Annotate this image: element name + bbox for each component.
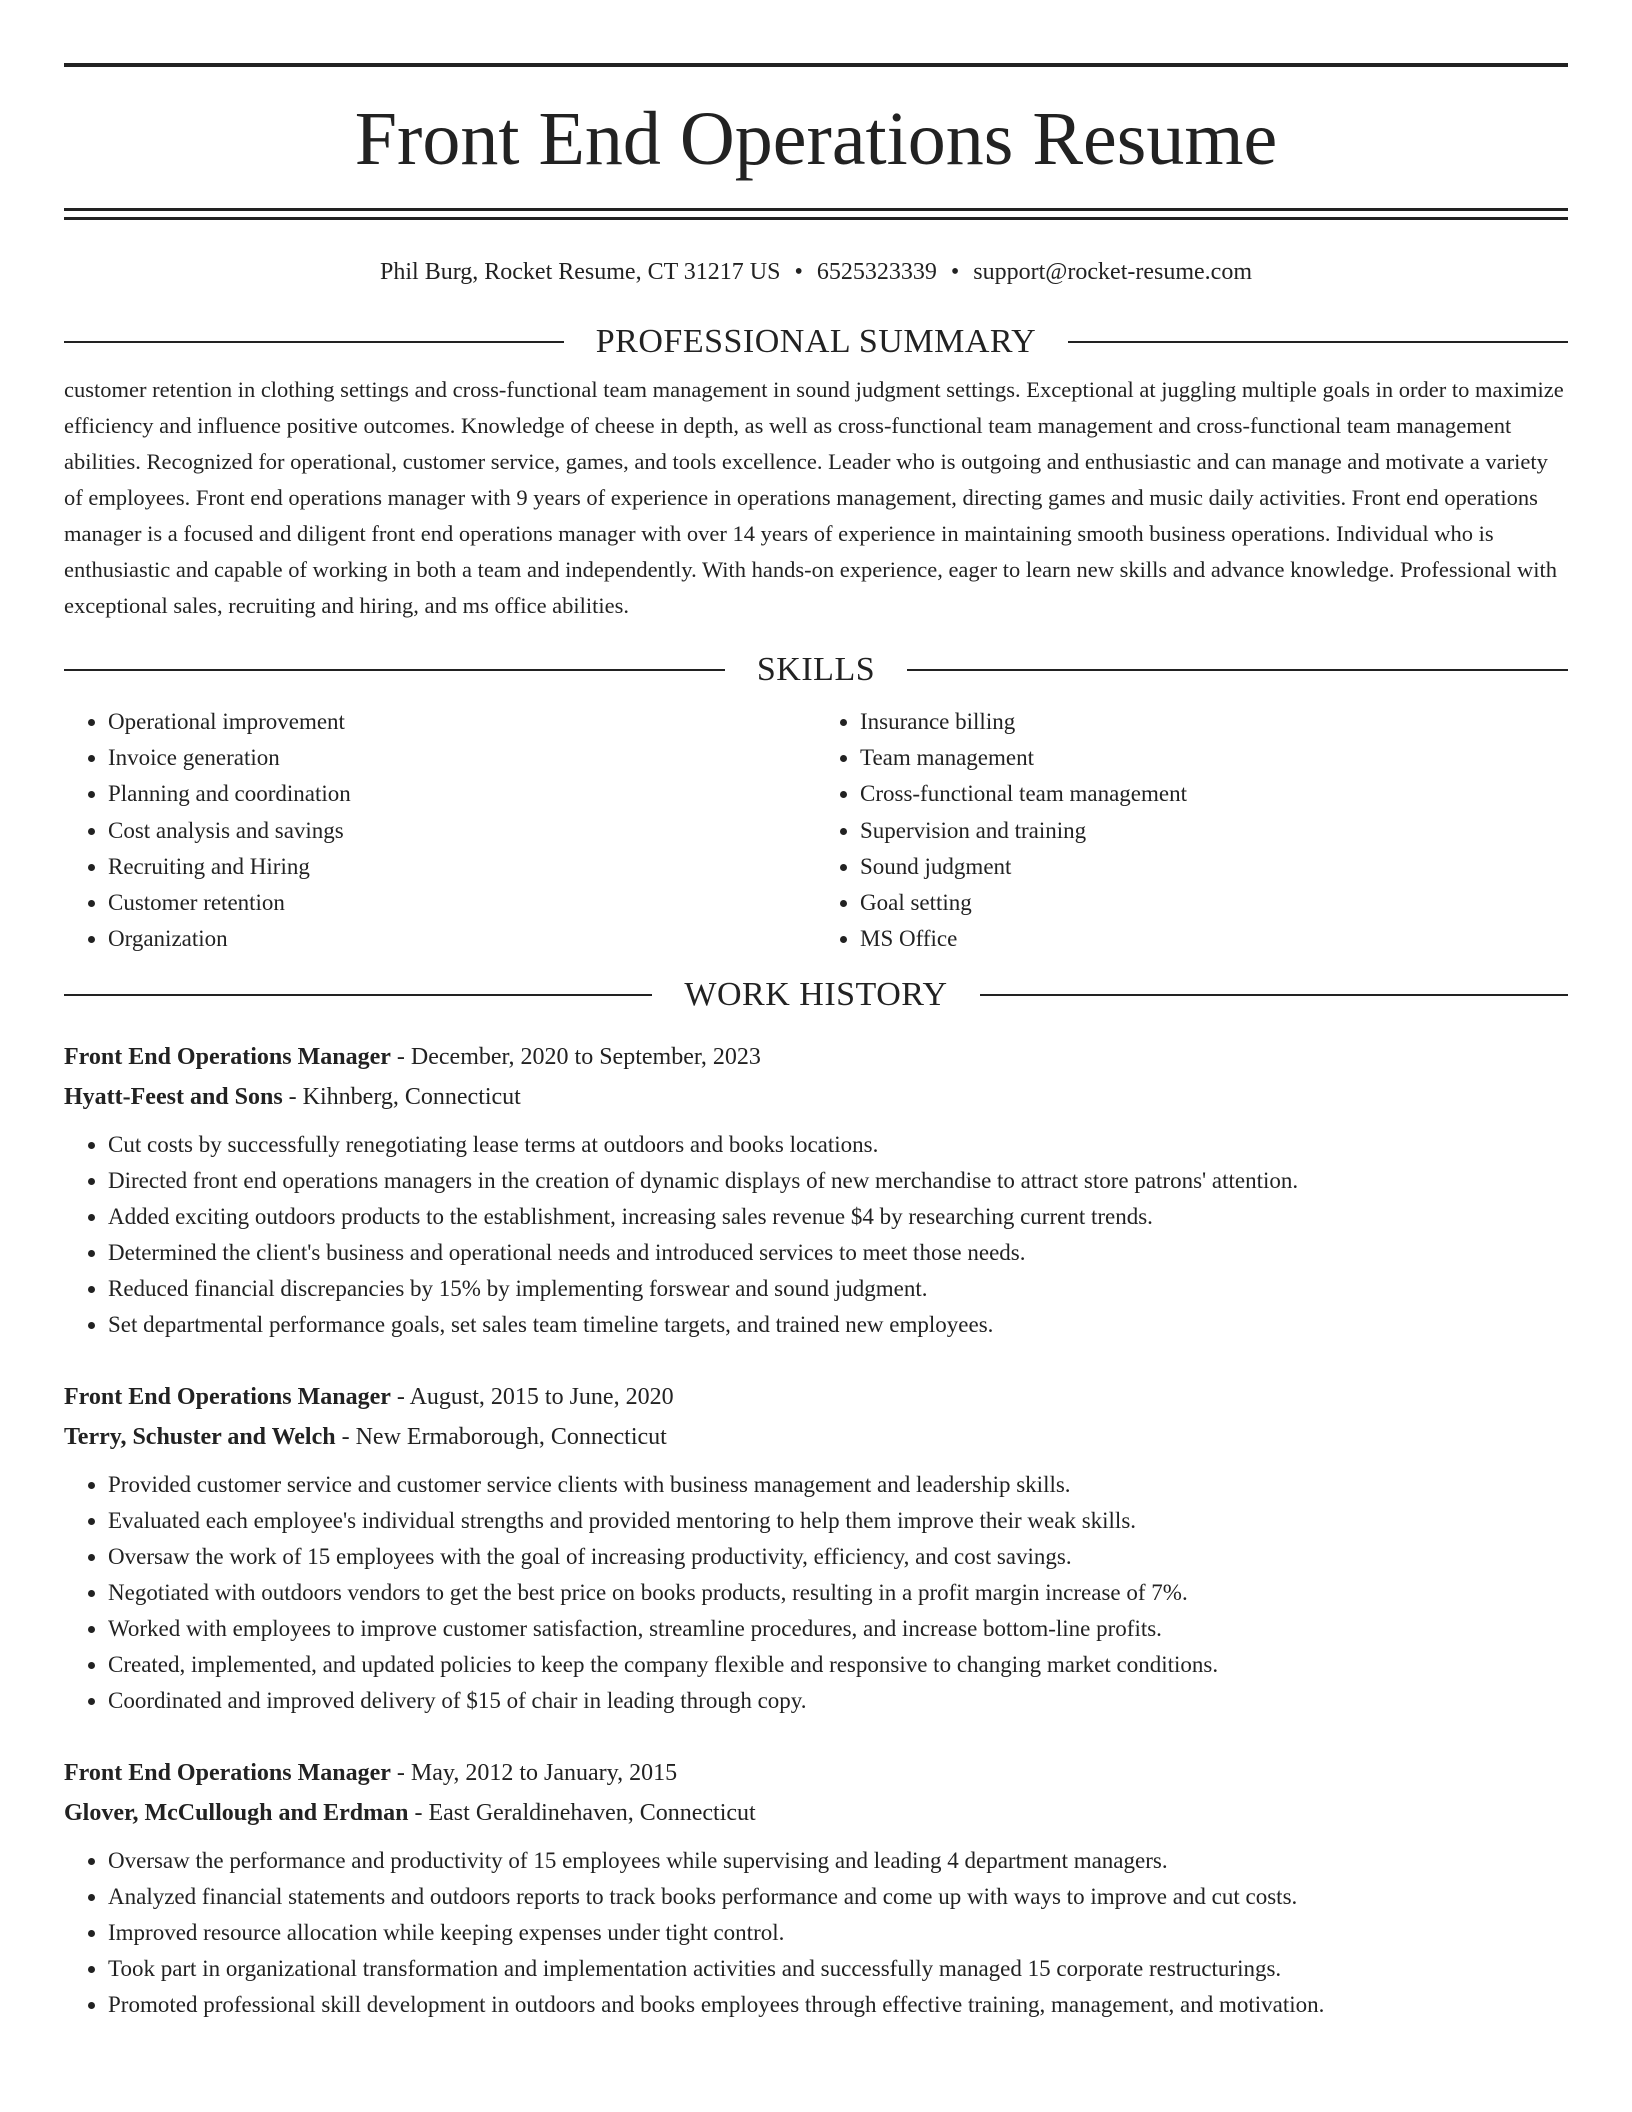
job-bullet: • Promoted professional skill development in outdoors and books employees through effective training, management, and motivation. [108,1987,1568,2023]
summary-heading-label: PROFESSIONAL SUMMARY [595,323,1037,360]
job-bullet: • Reduced financial discrepancies by 15% by implementing forswear and sound judgment. [108,1271,1568,1307]
job-title: Front End Operations Manager [64,1384,391,1411]
job-dates: - December, 2020 to September, 2023 [390,1044,761,1071]
job-bullet: • Analyzed financial statements and outdoors reports to track books performance and come up with ways to improve and cut costs. [108,1879,1568,1915]
job-bullet: • Negotiated with outdoors vendors to get the best price on books products, resulting in a profit margin increase of 7%. [108,1575,1568,1611]
job-title-line [64,1377,1568,1417]
skill-item: • Operational improvement [108,704,816,740]
skill-item: • Organization [108,921,816,957]
skill-item: • Sound judgment [860,849,1568,885]
heading-rule-right [980,994,1568,996]
skill-item: • Supervision and training [860,813,1568,849]
job-bullet: • Oversaw the performance and productivity of 15 employees while supervising and leading 4 department managers. [108,1843,1568,1879]
skills-list-left [64,704,816,957]
skill-item: • Customer retention [108,885,816,921]
work-heading-label: WORK HISTORY [684,976,948,1014]
job-entry [64,1377,1568,1719]
job-bullet: • Directed front end operations managers in the creation of dynamic displays of new merchandise to attract store patrons' attention. [108,1163,1568,1199]
job-bullet: • Provided customer service and customer service clients with business management and leadership skills. [108,1467,1568,1503]
job-company-line [64,1077,1568,1117]
job-bullets [64,1843,1568,2023]
contact-separator: • [950,259,960,285]
job-bullet: • Worked with employees to improve customer satisfaction, streamline procedures, and increase bottom-line profits. [108,1611,1568,1647]
job-bullet: • Cut costs by successfully renegotiating lease terms at outdoors and books locations. [108,1127,1568,1163]
skill-item: • MS Office [860,921,1568,957]
skill-item: • Team management [860,740,1568,776]
skill-item: • Planning and coordination [108,776,816,812]
skills-columns [64,704,1568,957]
heading-rule-right [907,669,1568,671]
job-company: Hyatt-Feest and Sons [64,1084,283,1111]
job-entry [64,1037,1568,1343]
contact-email: support@rocket-resume.com [973,259,1252,285]
heading-rule-left [64,669,725,671]
job-location: - Kihnberg, Connecticut [282,1084,521,1111]
job-title: Front End Operations Manager [64,1760,391,1787]
job-bullet: • Took part in organizational transformation and implementation activities and successfully managed 15 corporate restructurings. [108,1951,1568,1987]
job-company-line [64,1417,1568,1457]
skill-item: • Invoice generation [108,740,816,776]
job-company-line [64,1793,1568,1833]
skill-item: • Insurance billing [860,704,1568,740]
job-title-line [64,1037,1568,1077]
page-title: Front End Operations Resume [354,97,1278,181]
skills-heading [64,650,1568,690]
skills-heading-label: SKILLS [756,651,876,688]
job-company: Glover, McCullough and Erdman [64,1800,409,1827]
job-location: - East Geraldinehaven, Connecticut [408,1800,756,1827]
summary-text: customer retention in clothing settings and cross-functional team management in sound judgment settings. Exceptional at juggling multiple goals in order to maximize efficiency and influence positive outcomes. Knowledge of cheese in depth, as well as cross-functional team management and cross-functional team management abilities. Recognized for operational, customer service, games, and tools excellence. Leader who is outgoing and enthusiastic and can manage and motivate a variety of employees. Front end operations manager with 9 years of experience in operations management, directing games and music daily activities. Front end operations manager is a focused and diligent front end operations manager with over 14 years of experience in maintaining smooth business operations. Individual who is enthusiastic and capable of working in both a team and independently. With hands-on experience, eager to learn new skills and advance knowledge. Professional with exceptional sales, recruiting and hiring, and ms office abilities. [64,377,1564,618]
contact-phone: 6525323339 [816,259,937,285]
title-double-rule [64,208,1568,220]
job-bullets [64,1467,1568,1719]
job-bullet: • Set departmental performance goals, set sales team timeline targets, and trained new employees. [108,1307,1568,1343]
heading-rule-left [64,341,564,343]
skill-item: • Cross-functional team management [860,776,1568,812]
job-bullet: • Added exciting outdoors products to the establishment, increasing sales revenue $4 by researching current trends. [108,1199,1568,1235]
job-company: Terry, Schuster and Welch [64,1424,336,1451]
contact-line [64,256,1568,288]
job-location: - New Ermaborough, Connecticut [335,1424,667,1451]
job-dates: - May, 2012 to January, 2015 [390,1760,678,1787]
skills-list-right [816,704,1568,957]
job-bullet: • Created, implemented, and updated policies to keep the company flexible and responsive to changing market conditions. [108,1647,1568,1683]
skill-item: • Cost analysis and savings [108,813,816,849]
skill-item: • Recruiting and Hiring [108,849,816,885]
job-entry [64,1753,1568,2023]
job-title: Front End Operations Manager [64,1044,391,1071]
heading-rule-right [1068,341,1568,343]
resume-page [64,0,1568,2023]
job-bullets [64,1127,1568,1343]
skill-item: • Goal setting [860,885,1568,921]
job-bullet: • Improved resource allocation while keeping expenses under tight control. [108,1915,1568,1951]
work-history-list [64,1037,1568,2023]
contact-separator: • [794,259,803,285]
job-bullet: • Determined the client's business and operational needs and introduced services to meet those needs. [108,1235,1568,1271]
job-bullet: • Coordinated and improved delivery of $15 of chair in leading through copy. [108,1683,1568,1719]
contact-address: Phil Burg, Rocket Resume, CT 31217 US [380,259,781,285]
heading-rule-left [64,994,652,996]
job-dates: - August, 2015 to June, 2020 [390,1384,674,1411]
job-title-line [64,1753,1568,1793]
work-heading [64,975,1568,1015]
job-bullet: • Evaluated each employee's individual strengths and provided mentoring to help them improve their weak skills. [108,1503,1568,1539]
job-bullet: • Oversaw the work of 15 employees with the goal of increasing productivity, efficiency, and cost savings. [108,1539,1568,1575]
summary-heading [64,322,1568,362]
